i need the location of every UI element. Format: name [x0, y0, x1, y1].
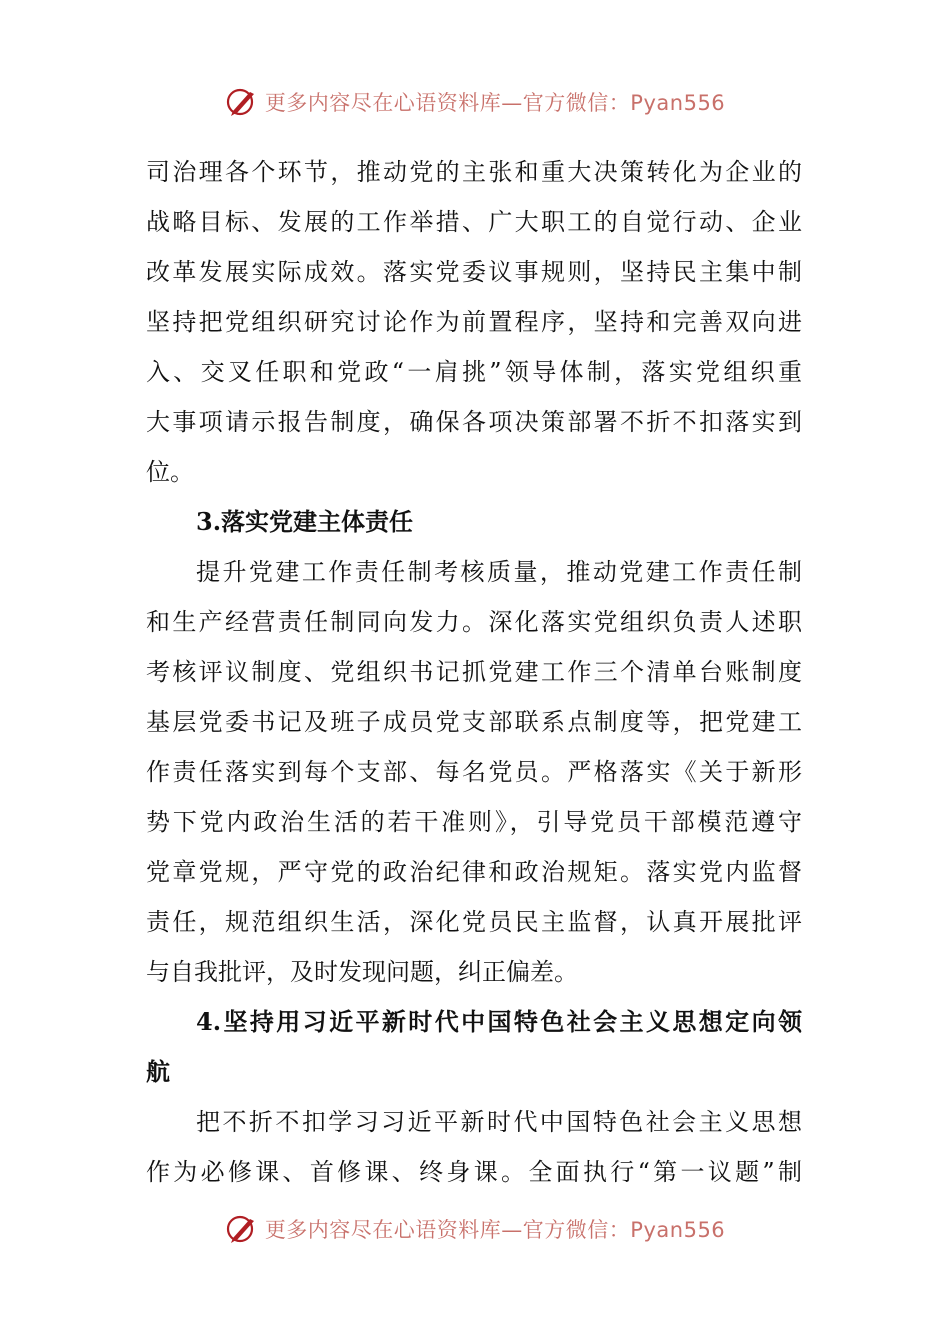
pen-logo-icon	[225, 85, 259, 119]
paragraph-2	[146, 547, 802, 997]
text-line: 与自我批评，及时发现问题，纠正偏差。	[146, 958, 578, 986]
text-line: 考核评议制度、党组织书记抓党建工作三个清单台账制度	[146, 658, 802, 686]
text-line: 作责任落实到每个支部、每名党员。严格落实《关于新形	[146, 758, 802, 786]
text-line: 责任，规范组织生活，深化党员民主监督，认真开展批评	[146, 908, 802, 936]
text-line: 司治理各个环节，推动党的主张和重大决策转化为企业的	[146, 158, 802, 186]
text-line: 提升党建工作责任制考核质量，推动党建工作责任制	[196, 558, 802, 586]
pen-logo-icon	[225, 1212, 259, 1246]
paragraph-3	[146, 1097, 802, 1197]
text-line: 作为必修课、首修课、终身课。全面执行“第一议题”制	[146, 1158, 802, 1186]
header-banner	[0, 80, 950, 124]
paragraph-1	[146, 147, 802, 497]
footer-banner	[0, 1207, 950, 1251]
text-line: 基层党委书记及班子成员党支部联系点制度等，把党建工	[146, 708, 802, 736]
text-line: 改革发展实际成效。落实党委议事规则，坚持民主集中制	[146, 258, 802, 286]
heading-line: 航	[146, 1057, 170, 1086]
text-line: 把不折不扣学习习近平新时代中国特色社会主义思想	[196, 1108, 802, 1136]
heading-line: 4.坚持用习近平新时代中国特色社会主义思想定向领	[196, 1007, 802, 1036]
header-banner-text: 更多内容尽在心语资料库—官方微信：Pyan556	[264, 91, 726, 115]
text-line: 战略目标、发展的工作举措、广大职工的自觉行动、企业	[146, 208, 802, 236]
footer-banner-text: 更多内容尽在心语资料库—官方微信：Pyan556	[264, 1218, 726, 1242]
text-line: 和生产经营责任制同向发力。深化落实党组织负责人述职	[146, 608, 802, 636]
section-heading-4	[146, 997, 802, 1097]
text-line: 坚持把党组织研究讨论作为前置程序，坚持和完善双向进	[146, 308, 802, 336]
text-line: 党章党规，严守党的政治纪律和政治规矩。落实党内监督	[146, 858, 802, 886]
text-line: 入、交叉任职和党政“一肩挑”领导体制，落实党组织重	[146, 358, 802, 386]
document-body	[146, 147, 802, 1197]
text-line: 位。	[146, 458, 194, 486]
text-line: 势下党内政治生活的若干准则》，引导党员干部模范遵守	[146, 808, 802, 836]
section-heading-3: 3.落实党建主体责任	[196, 507, 414, 536]
text-line: 大事项请示报告制度，确保各项决策部署不折不扣落实到	[146, 408, 802, 436]
